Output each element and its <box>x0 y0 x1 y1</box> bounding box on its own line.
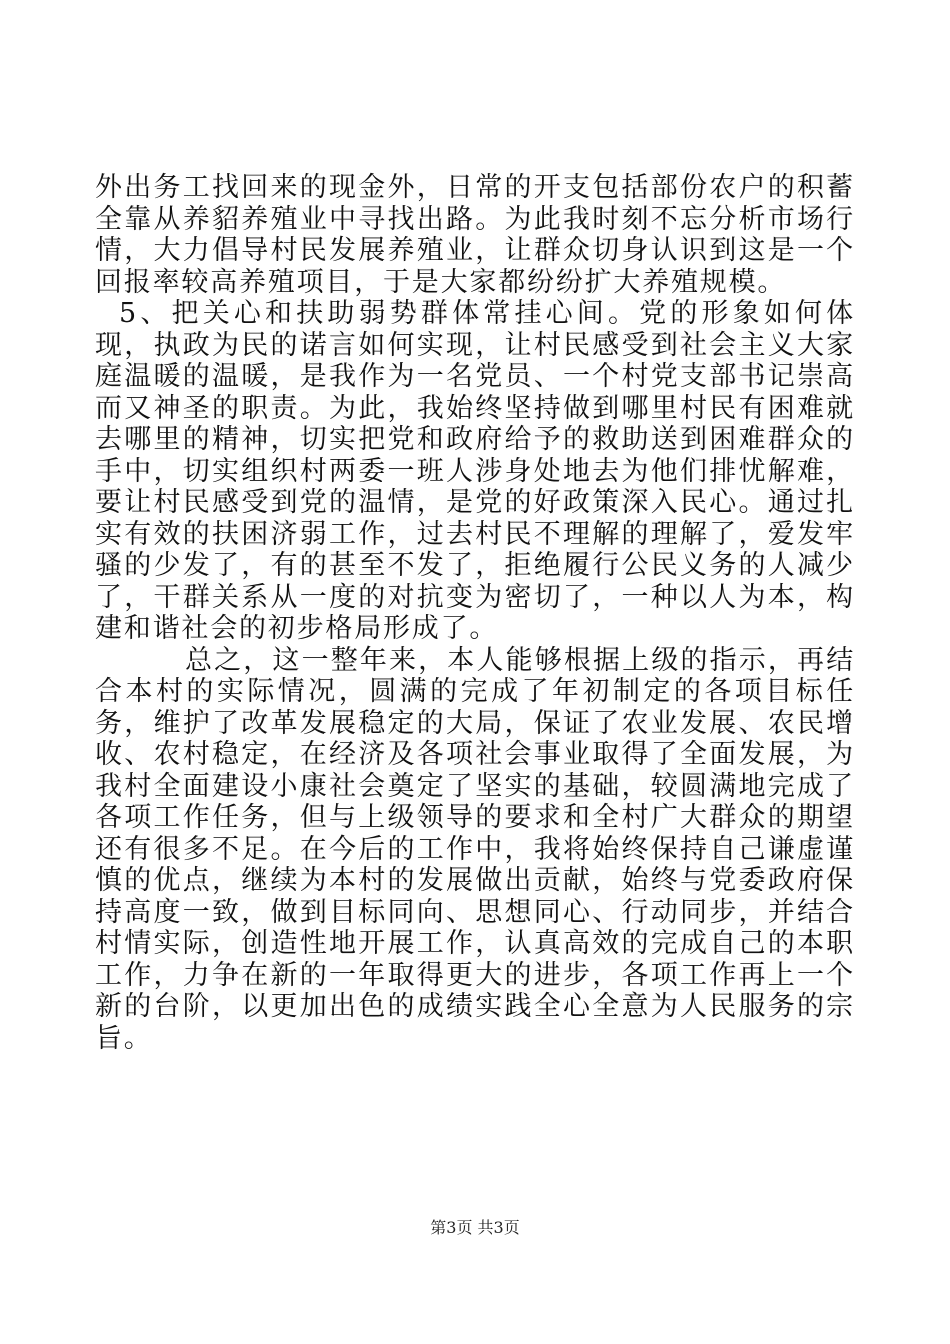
document-body <box>95 172 855 1054</box>
paragraph-continuation: 外出务工找回来的现金外，日常的开支包括部份农户的积蓄全靠从养貂养殖业中寻找出路。为此我时刻不忘分析市场行情，大力倡导村民发展养殖业，让群众切身认识到这是一个回报率较高养殖项目，于是大家都纷纷扩大养殖规模。 <box>95 172 855 298</box>
paragraph-item-5: 5、把关心和扶助弱势群体常挂心间。党的形象如何体现，执政为民的诺言如何实现，让村民感受到社会主义大家庭温暖的温暖，是我作为一名党员、一个村党支部书记崇高而又神圣的职责。为此，我始终坚持做到哪里村民有困难就去哪里的精神，切实把党和政府给予的救助送到困难群众的手中，切实组织村两委一班人涉身处地去为他们排忧解难，要让村民感受到党的温情，是党的好政策深入民心。通过扎实有效的扶困济弱工作，过去村民不理解的理解了，爱发牢骚的少发了，有的甚至不发了，拒绝履行公民义务的人减少了，干群关系从一度的对抗变为密切了，一种以人为本，构建和谐社会的初步格局形成了。 <box>95 298 855 644</box>
page-footer: 第3页 共3页 <box>430 1218 520 1237</box>
paragraph-summary: 总之，这一整年来，本人能够根据上级的指示，再结合本村的实际情况，圆满的完成了年初制定的各项目标任务，维护了改革发展稳定的大局，保证了农业发展、农民增收、农村稳定，在经济及各项社会事业取得了全面发展，为我村全面建设小康社会奠定了坚实的基础，较圆满地完成了各项工作任务，但与上级领导的要求和全村广大群众的期望还有很多不足。在今后的工作中，我将始终保持自己谦虚谨慎的优点，继续为本村的发展做出贡献，始终与党委政府保持高度一致，做到目标同向、思想同心、行动同步，并结合村情实际，创造性地开展工作，认真高效的完成自己的本职工作，力争在新的一年取得更大的进步，各项工作再上一个新的台阶，以更加出色的成绩实践全心全意为人民服务的宗旨。 <box>95 644 855 1054</box>
